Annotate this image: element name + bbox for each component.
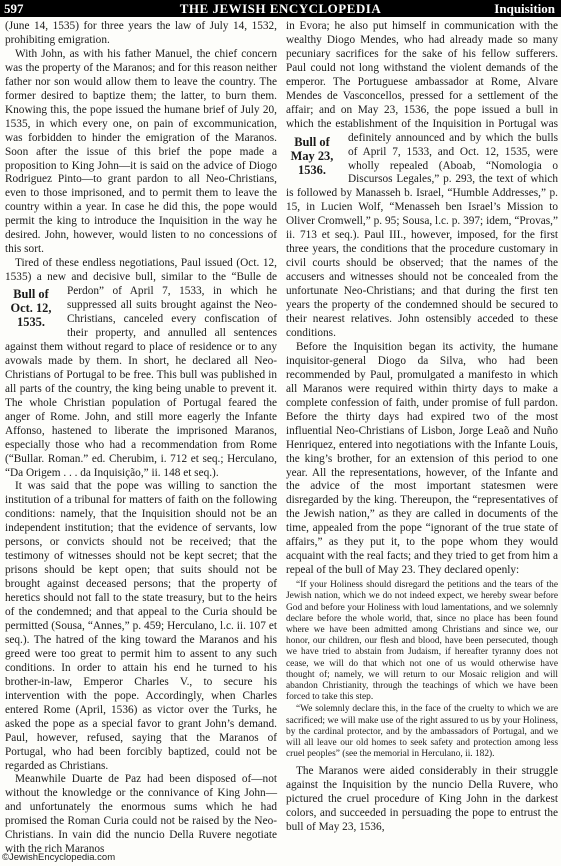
paragraph	[5, 257, 277, 480]
paragraph	[286, 20, 558, 341]
paragraph: With John, as with his father Manuel, the chief concern was the property of the Maranos; and for this reason neither father nor son would allow them to leave the country. The former desired to baptize them; the latter, to burn them. Knowing this, the pope issued the humane brief of July 20, 1535, in which every one, on pain of excommunication, was forbidden to hinder the emigration of the Maranos. Soon after the issue of this brief the pope made a proposition to King John—it is said on the advice of Diogo Rodriguez Pinto—to grant pardon to all Neo-Christians, even to those imprisoned, and to permit them to leave the country within a year. In case he did this, the pope would permit the king to introduce the Inquisition in the way he desired. John, however, would listen to no concessions of this sort.	[5, 47, 277, 256]
left-column	[5, 20, 277, 857]
paragraph: The Maranos were aided considerably in their struggle against the Inquisition by the nuncio Della Ruvere, who pictured the cruel procedure of King John in the darkest colors, and succeeded in persuading the pope to entrust the bull of May 23, 1536,	[286, 765, 558, 834]
margin-note: Bull of May 23, 1536.	[290, 134, 334, 177]
paragraph-text: bulls of April 7, 1533, and Oct. 12, 1535, were wholly repealed (Aboab, “Nomologia o Discursos Legales,” p. 293, the text of which is followed by Manasseh b. Israel, “Humble Addresses,” p. 15, in Lucien Wolf, “Menasseh ben Israel’s Mission to Oliver Cromwell,” p. 95; Sousa, l.c. p. 397; idem, “Provas,” ii. 713 et seq.). Paul III., however, imposed, for the first three years, the conditions that the procedure customary in civil courts should be observed; that the names of the accusers and witnesses should not be concealed from the unfortunate Neo-Christians; and that during the first ten years the property of the condemned should be secured to their nearest relatives. John ostensibly acceded to these conditions.	[286, 131, 558, 339]
page-header	[0, 0, 561, 17]
running-title: THE JEWISH ENCYCLOPEDIA	[179, 1, 382, 16]
block-quote: “We solemnly declare this, in the face of the cruelty to which we are sacrificed; we will make use of the right assured to us by your Holiness, by the cardinal protector, and by the ambassadors of Portugal, and we will all leave our old homes to seek safety and protection among less cruel peoples” (see the memorial in Herculano, ii. 182).	[286, 704, 558, 760]
paragraph: Meanwhile Duarte de Paz had been disposed of—not without the knowledge or the connivance of King John—and unfortunately the enormous sums which he had promised the Roman Curia could not be raised by the Neo-Christians. In vain did the nuncio Della Ruvere negotiate with the rich Maranos	[5, 773, 277, 856]
page-number: 597	[4, 1, 24, 16]
paragraph: It was said that the pope was willing to sanction the institution of a tribunal for matters of faith on the following conditions: namely, that the Inquisition should not be an independent institution; that the evidence of servants, low persons, or convicts should not be received; that the testimony of witnesses should not be kept secret; that the prisons should be kept open; that suits should not be brought against deceased persons; that the property of heretics should not fall to the state treasury, but to the heirs of the condemned; and that appeal to the Curia should be permitted (Sousa, “Annes,” p. 459; Herculano, l.c. ii. 107 et seq.). The hatred of the king toward the Maranos and his greed were too great to permit him to assent to any such conditions. In order to attain his end he turned to his brother-in-law, Emperor Charles V., to secure his intervention with the pope. Accordingly, when Charles entered Rome (April, 1536) as victor over the Turks, he asked the pope as a special favor to grant John’s demand. Paul, however, refused, saying that the Maranos of Portugal, who had been forcibly baptized, could not be regarded as Christians.	[5, 480, 277, 772]
copyright-credit: ©JewishEncyclopedia.com	[2, 852, 116, 863]
paragraph: (June 14, 1535) for three years the law of July 14, 1532, prohibiting emigration.	[5, 20, 277, 46]
paragraph-text: in Evora; he also put himself in communication with the wealthy Diogo Mendes, who had already made so many pecuniary sacrifices for the sake of his fellow sufferers. Paul could not long withstand the violent demands of the emperor. The Portuguese ambassador at Rome, Alvare Mendes de Vasconcellos, pressed for a settlement of the affair; and on May 23, 1536, the pope issued a bull in which the establishment of the Inquisition in Portugal was definitely announced and by which the	[286, 20, 558, 144]
paragraph-text: Tired of these endless negotiations, Paul issued (Oct. 12, 1535) a new and decisive bull, similar to the “Bulle de Perdon” of April 7, 1533, in which he	[5, 257, 277, 298]
margin-note: Bull of Oct. 12, 1535.	[10, 287, 52, 330]
block-quote: “If your Holiness should disregard the petitions and the tears of the Jewish nation, which we do not indeed expect, we hereby swear before God and before your Holiness with loud lamentations, and we solemnly declare before the whole world, that, since no place has been found where we have been admitted among Christians and since we, our honor, our children, our flesh and blood, have been persecuted, though we have tried to abstain from Judaism, if hereafter tyranny does not cease, we will do that which not one of us would otherwise have thought of; namely, we will return to our Mosaic religion and will abandon Christianity, through the teachings of which we have been forced to take this step.	[286, 580, 558, 703]
entry-title: Inquisition	[494, 1, 555, 16]
right-column	[286, 20, 558, 835]
paragraph-text: suppressed all suits brought against the Neo-Christians, canceled every confiscation of their property, and annulled all sentences against them without regard to place of residence or to any avowals made by them. In short, he declared all Neo-Christians of Portugal to be free. This bull was published in all parts of the country, the king being unable to prevent it. The whole Christian population of Portugal feared the anger of Rome. John, and still more eagerly the Infante Affonso, hastened to liberate the imprisoned Maranos, especially those who had a recommendation from Rome (“Bullar. Roman.” ed. Cherubim, i. 712 et seq.; Herculano, “Da Origem . . . da Inquisição,” ii. 148 et seq.).	[5, 299, 277, 479]
paragraph: Before the Inquisition began its activity, the humane inquisitor-general Diogo da Silva, who had been recommended by Paul, promulgated a manifesto in which all Maranos were required within thirty days to make a complete confession of faith, under promise of full pardon. Before the thirty days had expired two of the most influential Neo-Christians of Lisbon, Jorge Leaõ and Nuño Henriquez, entered into negotiations with the Infante Louis, the king’s brother, for an extension of this period to one year. All the representations, however, of the Infante and the advice of the most important statesmen were disregarded by the king. Thereupon, the “representatives of the Jewish nation,” as they are called in documents of the time, appealed from the pope “ignorant of the true state of affairs,” as they put it, to the pope whom they would acquaint with the real facts; and they tried to get from him a repeal of the bull of May 23. They declared openly:	[286, 340, 558, 577]
